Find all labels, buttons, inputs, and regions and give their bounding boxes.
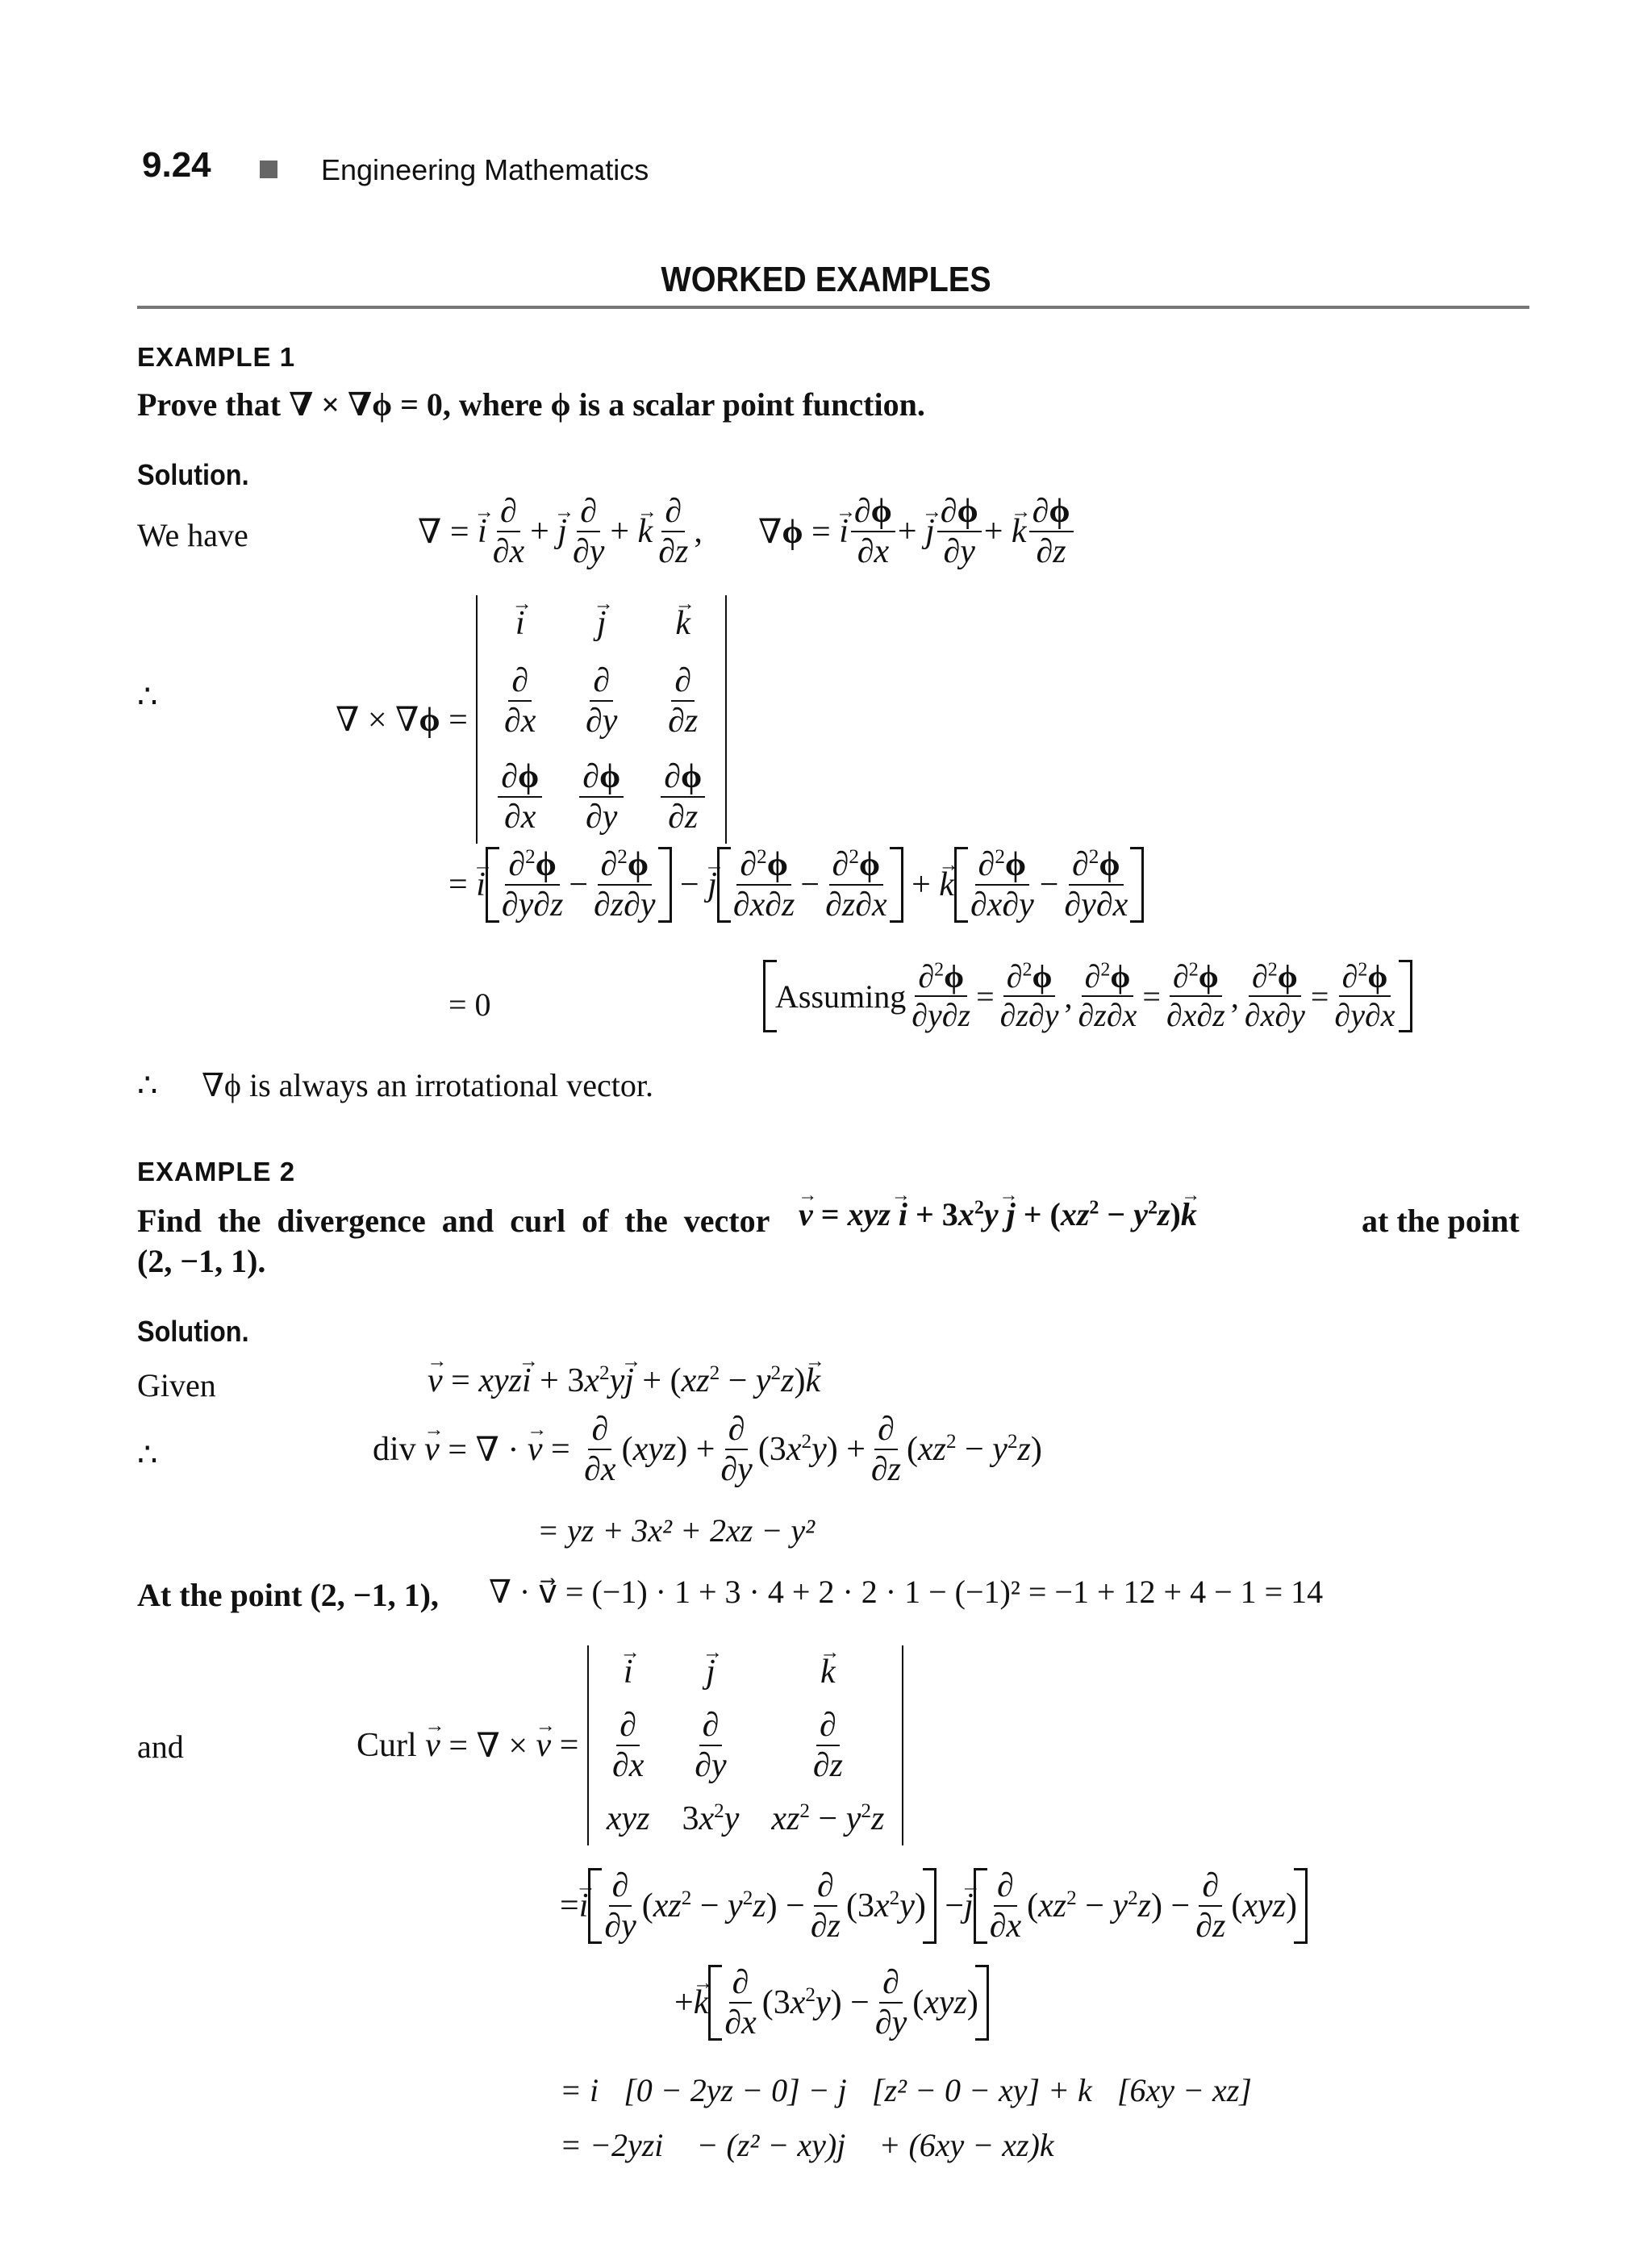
book-title: Engineering Mathematics [321, 153, 649, 186]
zero-result: = 0 [448, 986, 491, 1023]
example-1-statement: Prove that ∇ × ∇ϕ = 0, where ϕ is a scalar point function. [137, 386, 925, 423]
curl-determinant: Curl → v = ∇ × → v = → i → j → k $\frac{\partial}{\partial x}$ $\frac{\partial}{\partial y}$ $\frac{\partial}{\partial z}$ xyz $3x^2y$ $xz^2 - y^2z$ [357, 1645, 903, 1845]
example-2-label: EXAMPLE 2 [137, 1157, 296, 1186]
therefore-symbol-2: ∴ [137, 1437, 158, 1473]
example-2-statement-at: at the point [1362, 1203, 1520, 1239]
conclusion-text: ∇ϕ is always an irrotational vector. [202, 1067, 653, 1103]
we-have-text: We have [137, 517, 248, 553]
section-heading: WORKED EXAMPLES [661, 260, 991, 299]
example-1-label: EXAMPLE 1 [137, 342, 296, 372]
grad-phi-definition: ∇ϕ = → i $\frac{\partial\phi}{\partial x}$ + → j $\frac{\partial\phi}{\partial y}$ + → k $\frac{\partial\phi}{\partial z}$ [758, 494, 1076, 569]
curl-label: Curl [357, 1727, 417, 1764]
given-text: Given [137, 1367, 216, 1403]
determinant-expansion: = → i $\frac{\partial^2\phi}{\partial y\partial z}$ − $\frac{\partial^2\phi}{\partial z\partial y}$ − → j $\frac{\partial^2\phi}{\partial x\partial z}$ − $\frac{\partial^2\phi}{\partial z\partial x}$ + → k $\frac{\partial^2\phi}{\partial x\partial y}$ − $\frac{\partial^2\phi}{\partial y\partial x}$ [448, 847, 1144, 923]
assuming-note: Assuming $\frac{\partial^2\phi}{\partial y\partial z}$ = $\frac{\partial^2\phi}{\partial z\partial y}$ , $\frac{\partial^2\phi}{\partial z\partial x}$ = $\frac{\partial^2\phi}{\partial x\partial z}$ , $\frac{\partial^2\phi}{\partial x\partial y}$ = $\frac{\partial^2\phi}{\partial y\partial x}$ [763, 960, 1412, 1032]
divergence-at-point: ∇ · v⃗ = (−1) · 1 + 3 · 4 + 2 · 2 · 1 − (−1)² = −1 + 12 + 4 − 1 = 14 [489, 1574, 1324, 1610]
example-2-solution-label: Solution. [137, 1315, 249, 1348]
assuming-text: Assuming [775, 978, 907, 1015]
example-2-vector-expression: → v = xyz → i + $3x^2y$ → j + $(xz^2 - y^2z)$ → k [799, 1195, 1197, 1233]
conclusion-symbol: ∴ [137, 1067, 158, 1103]
example-2-statement-line2: (2, −1, 1). [137, 1243, 266, 1279]
example-2-statement-line1: Find the divergence and curl of the vector [137, 1203, 770, 1239]
example-1-solution-label: Solution. [137, 458, 249, 491]
curl-expansion-line1: = → i $\frac{\partial}{\partial y}$ $(xz^2 - y^2z)$ − $\frac{\partial}{\partial z}$ $(3x^2y)$ − → j $\frac{\partial}{\partial x}$ $(xz^2 - y^2z)$ − $\frac{\partial}{\partial z}$ (xyz) [560, 1868, 1308, 1944]
divergence-formula: div → v = ∇ · → v = $\frac{\partial}{\partial x}$ (xyz) + $\frac{\partial}{\partial y}$ $(3x^2y)$ + $\frac{\partial}{\partial z}$ $(xz^2 - y^2z)$ [373, 1412, 1042, 1487]
curl-final-line: = −2yzi⃗ − (z² − xy)j⃗ + (6xy − xz)k⃗ [560, 2127, 1079, 2163]
nabla-definition: ∇ = → i $\frac{\partial}{\partial x}$ + → j $\frac{\partial}{\partial y}$ + → k $\frac{\partial}{\partial z}$ , [418, 494, 703, 569]
and-text: and [137, 1728, 184, 1765]
at-point-label: At the point (2, −1, 1), [137, 1577, 439, 1613]
square-bullet-icon [260, 161, 277, 178]
curl-expansion-line2: + → k $\frac{\partial}{\partial x}$ $(3x^2y)$ − $\frac{\partial}{\partial y}$ (xyz) [674, 1965, 989, 2041]
given-vector: → v = xyz → i + $3x^2y$ → j + $(xz^2 - y^2z)$ → k [428, 1362, 820, 1400]
divergence-result: = yz + 3x² + 2xz − y² [537, 1512, 816, 1549]
therefore-symbol: ∴ [137, 678, 158, 715]
page-number: 9.24 [142, 145, 211, 185]
heading-rule [137, 306, 1529, 309]
curl-expanded-line: = i⃗[0 − 2yz − 0] − j⃗[z² − 0 − xy] + k⃗[6xy − xz] [560, 2072, 1252, 2108]
curl-grad-determinant: ∇ × ∇ϕ = → i → j → k $\frac{\partial}{\partial x}$ $\frac{\partial}{\partial y}$ $\frac{\partial}{\partial z}$ $\frac{\partial\phi}{\partial x}$ $\frac{\partial\phi}{\partial y}$ $\frac{\partial\phi}{\partial z}$ [336, 595, 727, 844]
